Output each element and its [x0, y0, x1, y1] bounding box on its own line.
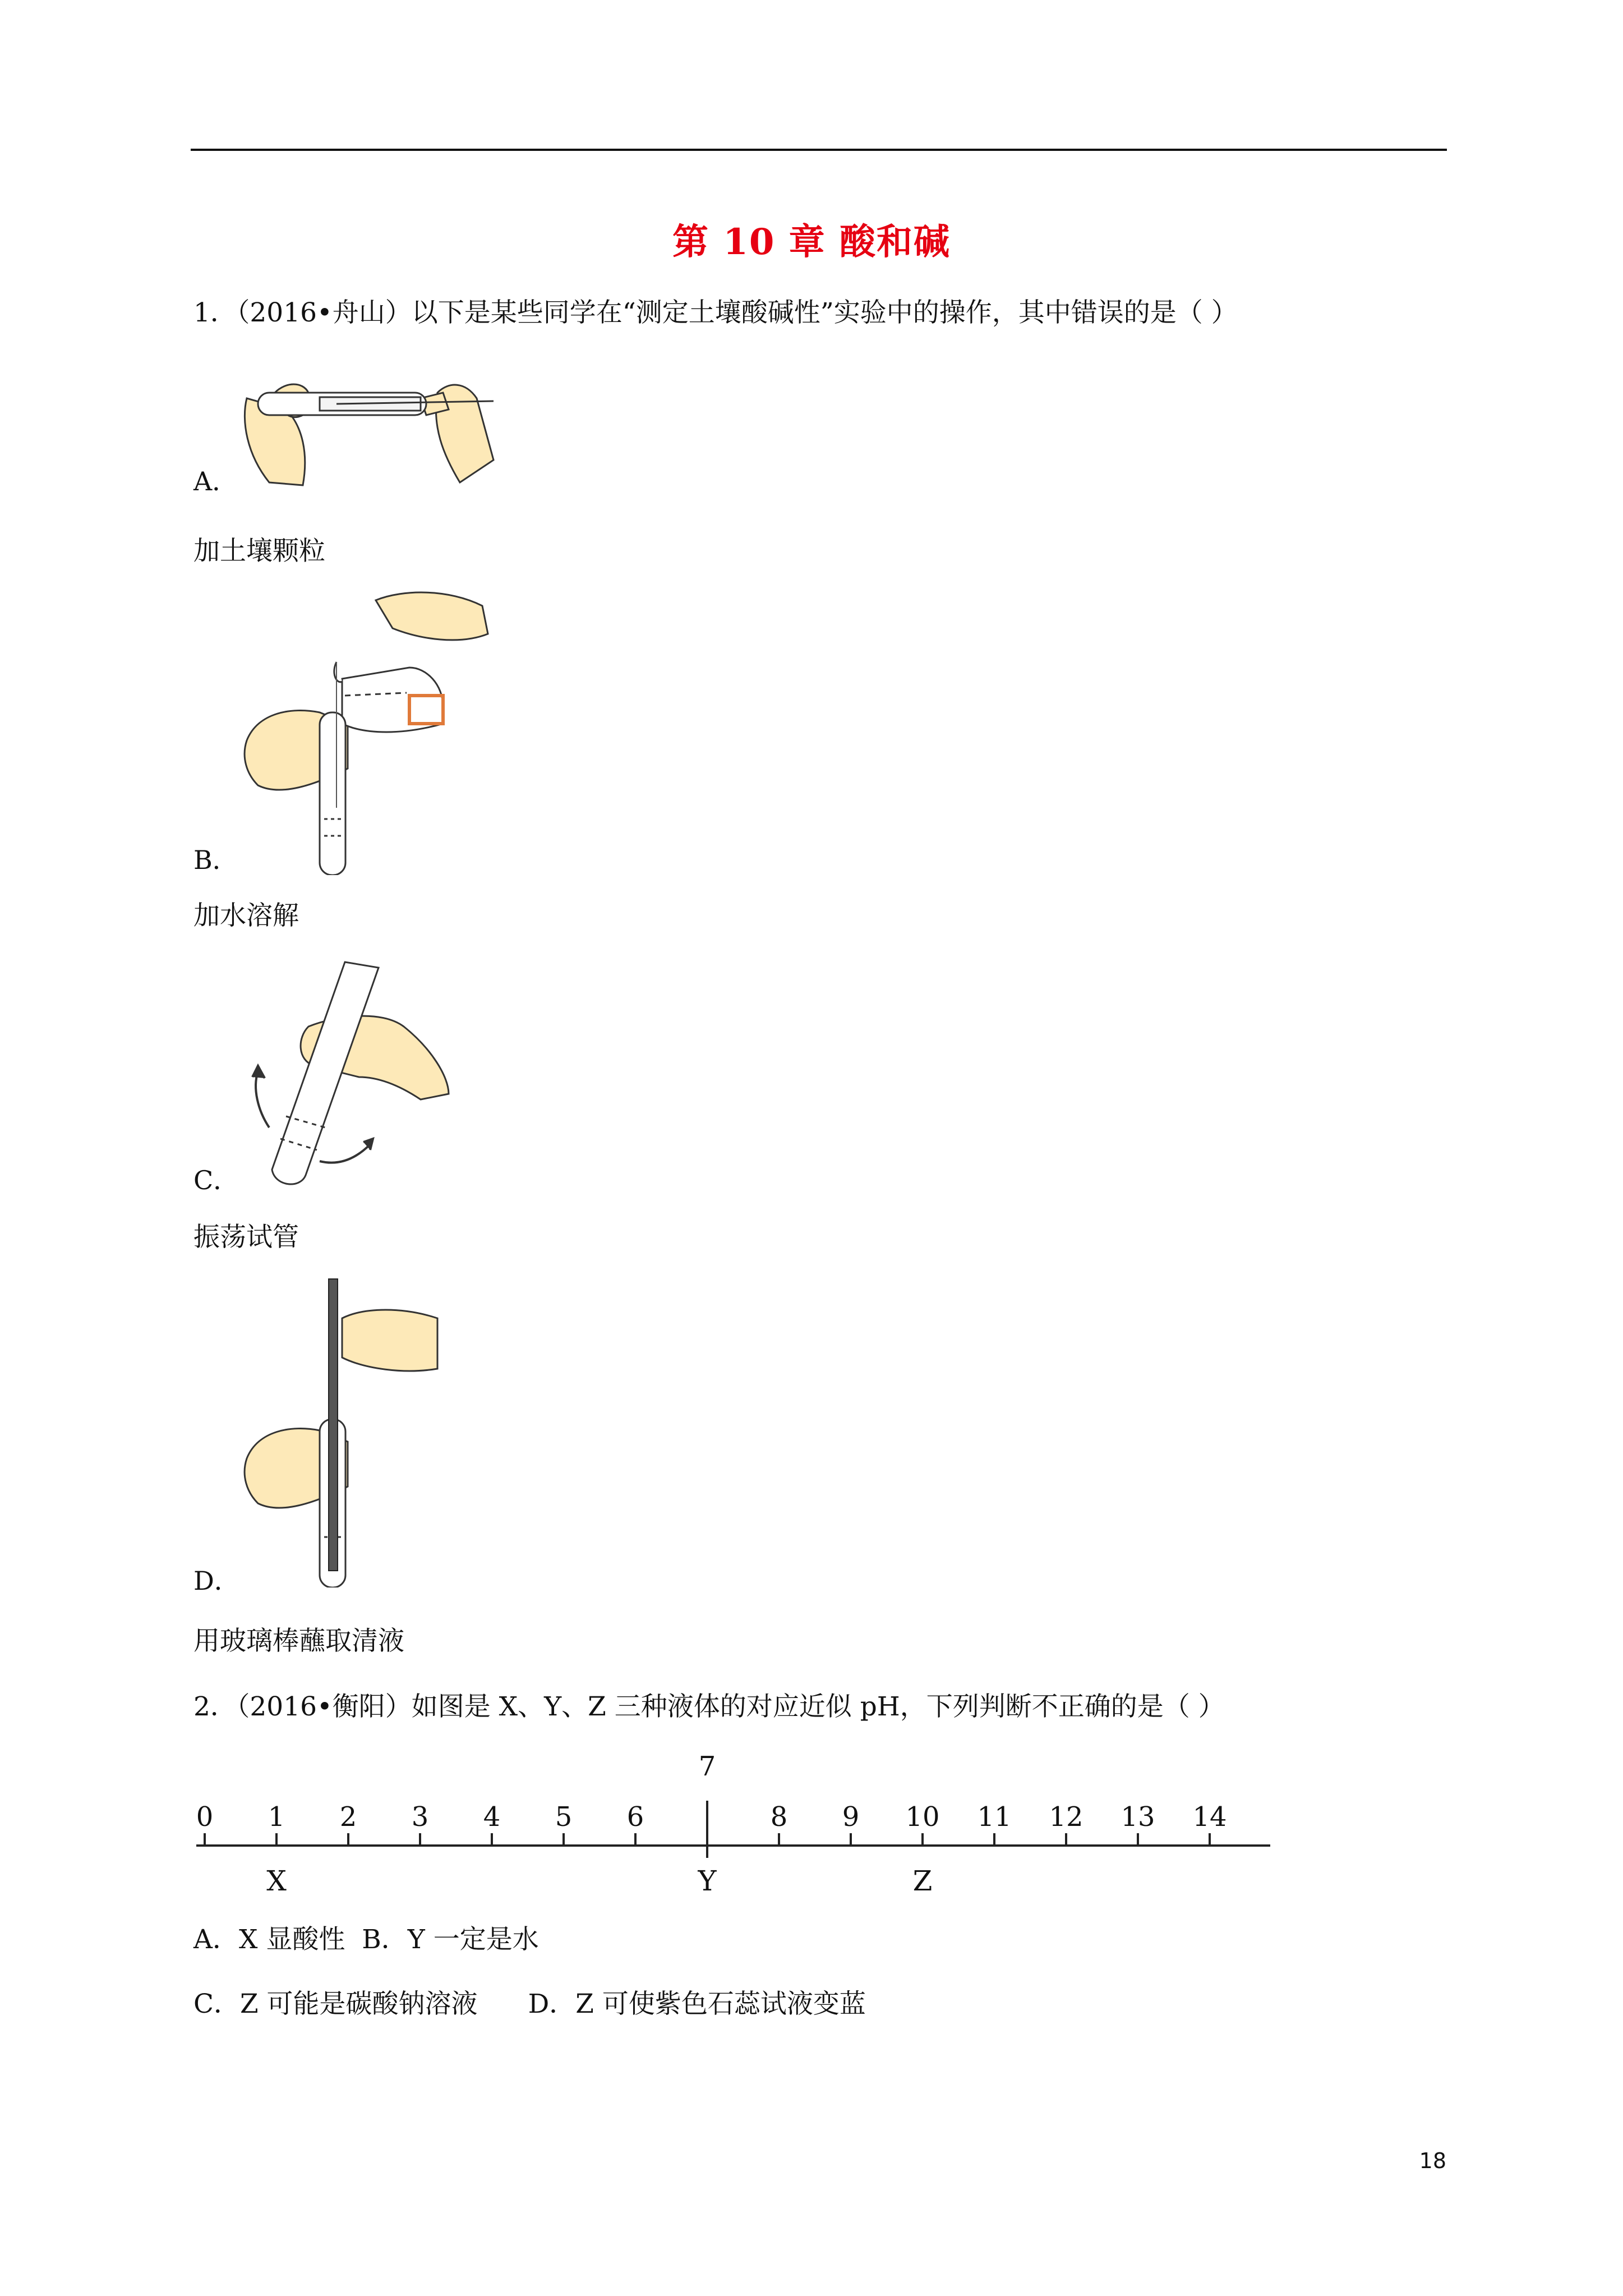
ph-tick-label: 13: [1121, 1801, 1155, 1833]
figure-d-glass-rod: [236, 1273, 460, 1588]
question-2-options-row2: [193, 1983, 866, 2021]
figure-c-shake-tube: [236, 954, 471, 1189]
ph-tick-label: 10: [905, 1801, 940, 1833]
option-d-caption: 用玻璃棒蘸取清液: [193, 1626, 404, 1657]
ph-marker-x: X: [266, 1865, 287, 1897]
question-1-stem: 1．（2016•舟山）以下是某些同学在“测定土壤酸碱性”实验中的操作，其中错误的是（ ）: [193, 297, 1238, 328]
ph-tick-label: 1: [268, 1801, 285, 1833]
option-d: D．Z 可使紫色石蕊试液变蓝: [528, 1989, 866, 2019]
option-c-caption: 振荡试管: [193, 1222, 299, 1253]
option-b: B．Y 一定是水: [362, 1924, 539, 1955]
ph-tick-label: 3: [411, 1801, 429, 1833]
ph-tick-label: 9: [842, 1801, 860, 1833]
chapter-title: 第 10 章 酸和碱: [672, 221, 951, 263]
ph-tick-label: 2: [339, 1801, 357, 1833]
ph-scale: [191, 1739, 1279, 1907]
option-b-caption: 加水溶解: [193, 900, 299, 931]
ph-marker-z: Z: [912, 1865, 933, 1897]
option-c: C．Z 可能是碳酸钠溶液: [193, 1989, 478, 2019]
option-a: A．X 显酸性: [193, 1924, 345, 1955]
ph-tick-label: 0: [196, 1801, 214, 1833]
ph-tick-label: 8: [770, 1801, 788, 1833]
ph-tick-label: 6: [626, 1801, 644, 1833]
ph-tick-label: 12: [1049, 1801, 1083, 1833]
ph-tick-label: 4: [483, 1801, 501, 1833]
ph-marker-y: Y: [698, 1865, 717, 1897]
question-2-stem: 2．（2016•衡阳）如图是 X、Y、Z 三种液体的对应近似 pH，下列判断不正确的是（ ）: [193, 1691, 1225, 1722]
question-2-options-row1: [193, 1918, 539, 1956]
option-b-label: B．: [193, 845, 238, 875]
page-number: 18: [1419, 2148, 1446, 2173]
figure-a-add-soil: [236, 359, 505, 494]
ph-tick-label: 11: [977, 1801, 1012, 1833]
ph-tick-label: 14: [1192, 1801, 1227, 1833]
option-a-caption: 加土壤颗粒: [193, 536, 325, 567]
option-a-label: A．: [193, 466, 238, 496]
ph-tick-label: 5: [555, 1801, 573, 1833]
header-rule: [191, 149, 1447, 151]
option-d-label: D．: [193, 1566, 240, 1596]
ph-tick-label: 7: [698, 1751, 716, 1782]
option-c-label: C．: [193, 1165, 239, 1195]
figure-b-add-water: [236, 583, 527, 875]
